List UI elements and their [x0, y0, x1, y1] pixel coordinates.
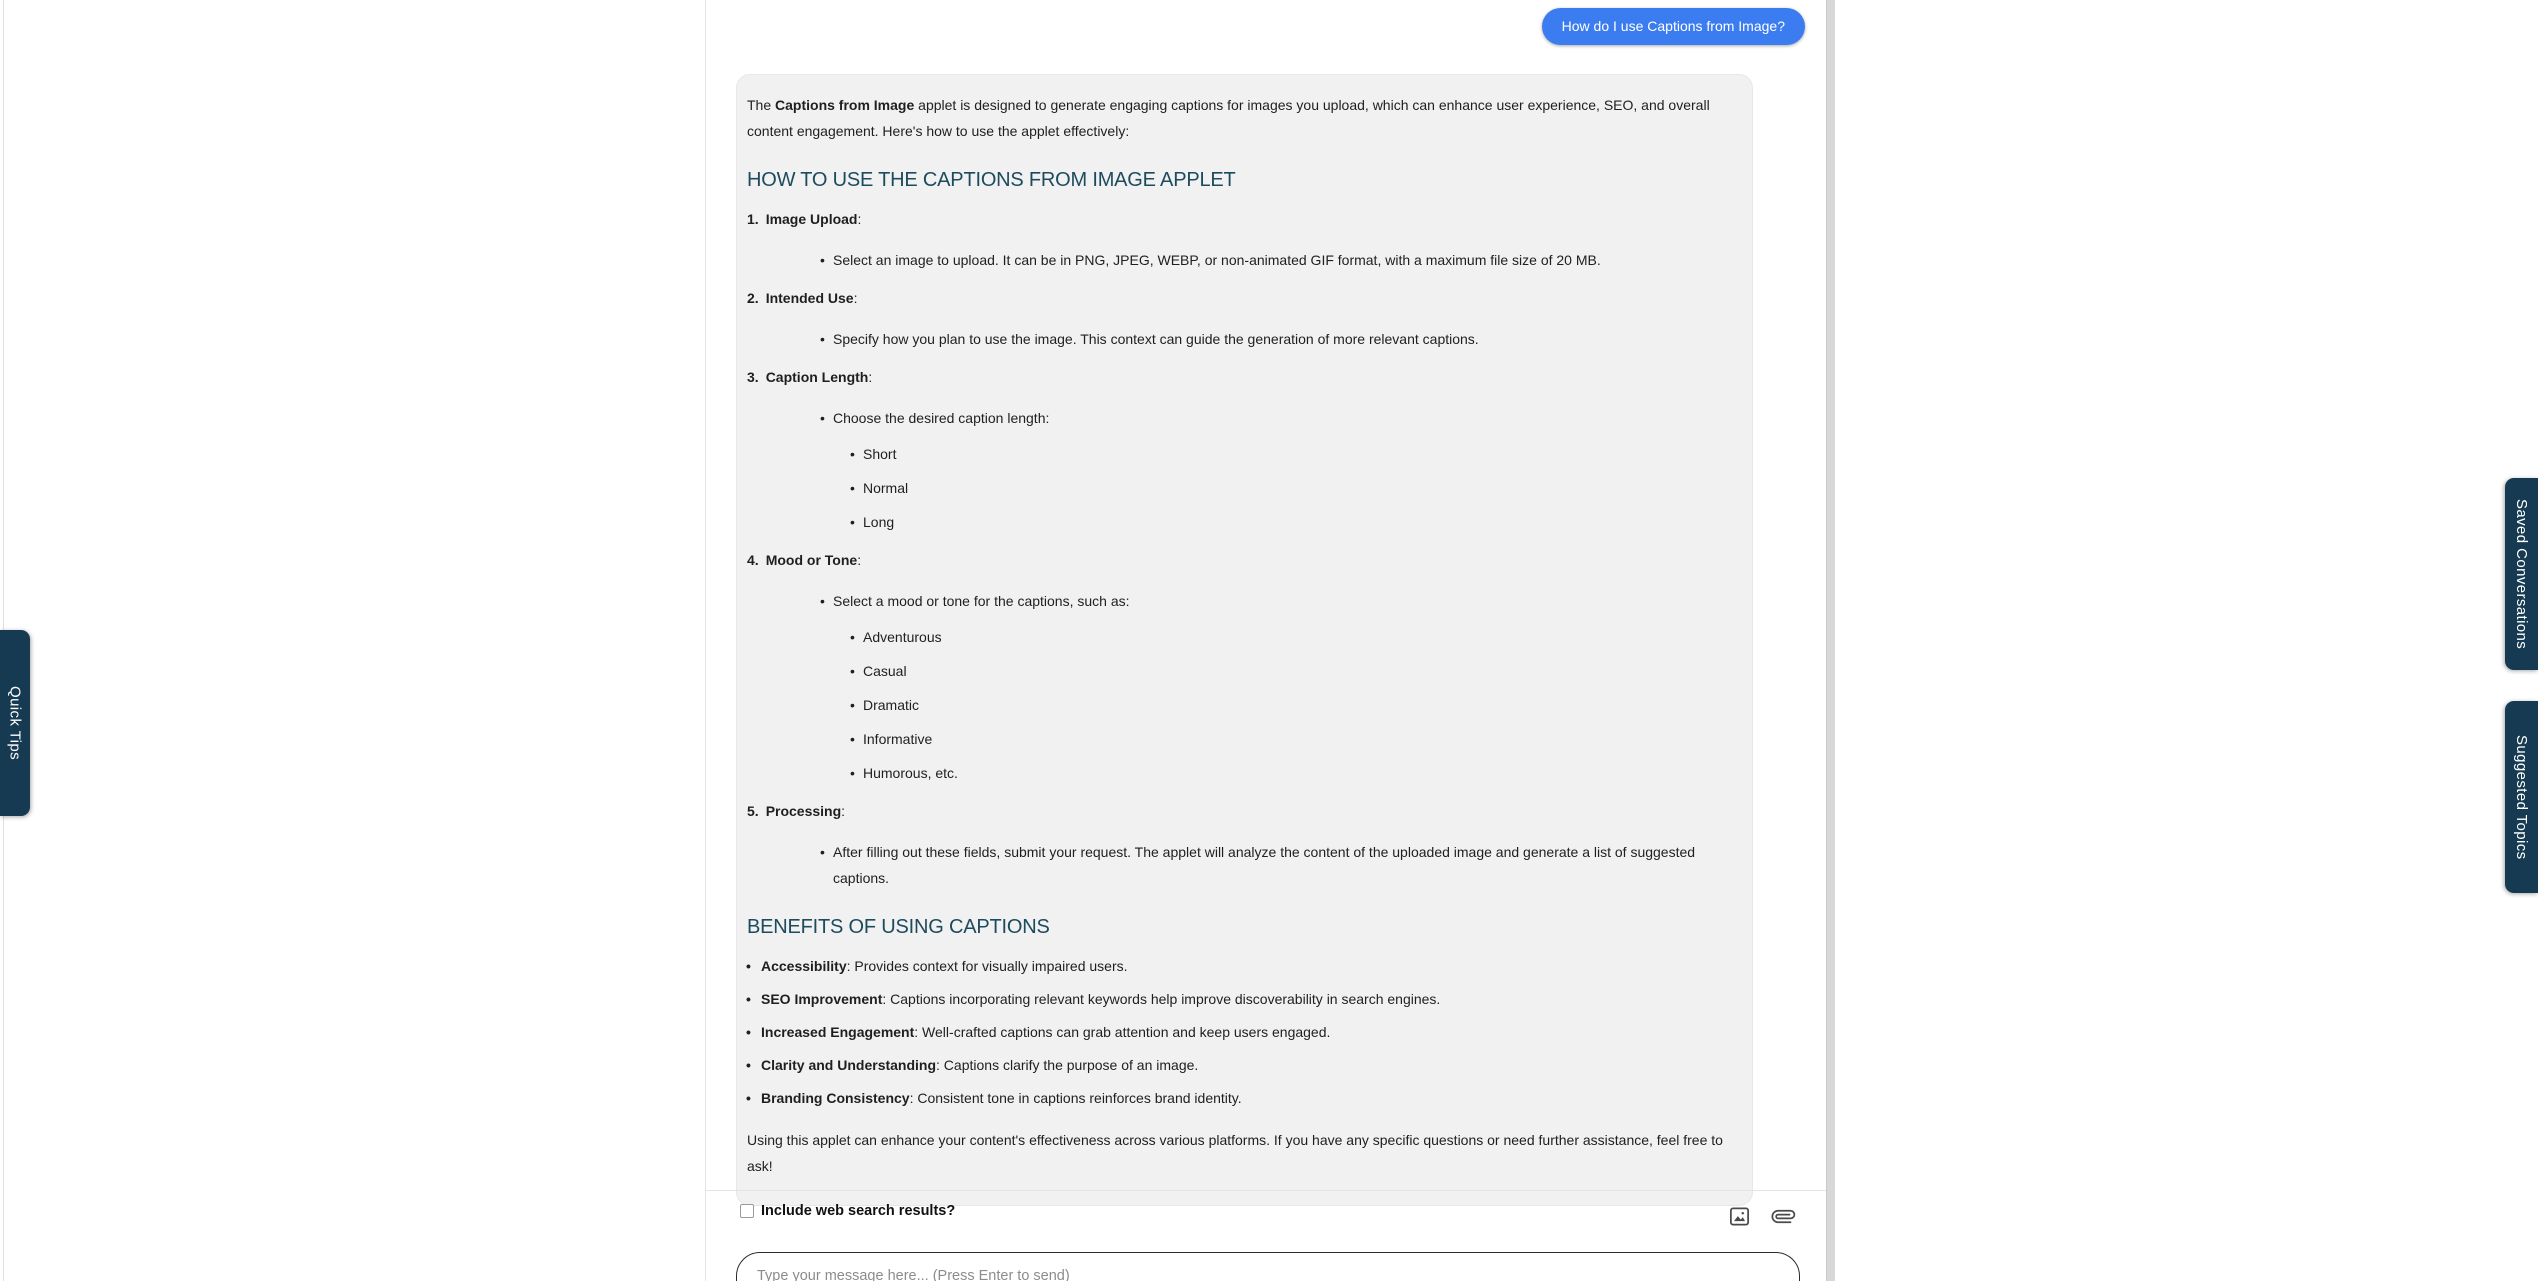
web-search-toggle-row — [740, 1203, 955, 1219]
benefit-text: : Consistent tone in captions reinforces brand identity. — [909, 1090, 1242, 1106]
web-search-label[interactable]: Include web search results? — [761, 1203, 956, 1219]
step-bullet-list — [747, 247, 1742, 273]
step-option: • Long — [863, 509, 1742, 535]
step-bullet-list — [747, 405, 1742, 535]
step-label: Processing — [765, 803, 842, 819]
benefit-text: : Captions clarify the purpose of an image. — [936, 1057, 1199, 1073]
intro-text: applet is designed to generate engaging captions for images you upload, which can enhance user experience, SEO, and overall content engagement. Here's how to use the applet effectively: — [747, 97, 1710, 139]
benefit-item — [747, 1019, 1742, 1045]
applet-name: Captions from Image — [775, 97, 915, 113]
benefit-text: : Provides context for visually impaired users. — [846, 958, 1128, 974]
closing-paragraph: Using this applet can enhance your content's effectiveness across various platforms. If you have any specific questions or need further assistance, feel free to ask! — [747, 1132, 1723, 1174]
message-input[interactable] — [736, 1252, 1800, 1281]
step-label: Mood or Tone — [765, 552, 858, 568]
step-label-line — [747, 798, 1742, 824]
user-message-bubble: How do I use Captions from Image? — [1542, 8, 1805, 45]
step-item — [747, 364, 1742, 535]
benefit-label: Clarity and Understanding — [761, 1057, 937, 1073]
step-label: Image Upload — [765, 211, 858, 227]
step-number: 3. — [747, 369, 759, 385]
benefits-heading: BENEFITS OF USING CAPTIONS — [747, 916, 1050, 938]
step-bullet: • Specify how you plan to use the image. This context can guide the generation of more relevant captions. — [833, 326, 1742, 352]
step-label-line — [747, 285, 1742, 311]
benefit-label: Accessibility — [761, 958, 847, 974]
chat-panel-left-border — [705, 0, 706, 1281]
how-to-heading: HOW TO USE THE CAPTIONS FROM IMAGE APPLET — [747, 169, 1236, 191]
step-colon: : — [868, 369, 873, 385]
step-item — [747, 547, 1742, 786]
step-number: 5. — [747, 803, 759, 819]
step-bullet: • After filling out these fields, submit your request. The applet will analyze the content of the uploaded image and generate a list of suggested captions. — [833, 839, 1742, 891]
step-colon: : — [853, 290, 858, 306]
assistant-message-card — [736, 74, 1753, 1206]
suggested-topics-tab[interactable] — [2505, 701, 2538, 893]
step-option: • Normal — [863, 475, 1742, 501]
step-item — [747, 798, 1742, 891]
step-label: Caption Length — [765, 369, 869, 385]
step-option-list — [833, 441, 1742, 535]
step-bullet: • Select a mood or tone for the captions, such as: • Adventurous • Casual • Dramatic • Informative • Humorous, etc. — [833, 588, 1742, 786]
paperclip-icon[interactable] — [1772, 1205, 1795, 1228]
step-option: • Short — [863, 441, 1742, 467]
step-item — [747, 285, 1742, 352]
step-number: 4. — [747, 552, 759, 568]
step-label-line — [747, 364, 1742, 390]
step-colon: : — [857, 211, 862, 227]
benefit-label: Increased Engagement — [761, 1024, 915, 1040]
intro-paragraph — [747, 92, 1742, 144]
suggested-topics-tab-label: Suggested Topics — [2513, 734, 2530, 860]
step-option: • Adventurous — [863, 624, 1742, 650]
step-number: 2. — [747, 290, 759, 306]
step-option: • Casual — [863, 658, 1742, 684]
step-colon: : — [857, 552, 862, 568]
step-bullet: • Select an image to upload. It can be in PNG, JPEG, WEBP, or non-animated GIF format, with a maximum file size of 20 MB. — [833, 247, 1742, 273]
step-bullet-list — [747, 326, 1742, 352]
step-bullet: • Choose the desired caption length: • Short • Normal • Long — [833, 405, 1742, 535]
benefit-text: : Captions incorporating relevant keywords help improve discoverability in search engines. — [882, 991, 1441, 1007]
benefit-item — [747, 986, 1742, 1012]
step-option: • Humorous, etc. — [863, 760, 1742, 786]
saved-conversations-tab[interactable] — [2505, 478, 2538, 670]
benefit-label: Branding Consistency — [761, 1090, 910, 1106]
benefit-item — [747, 1052, 1742, 1078]
composer-divider — [706, 1190, 1826, 1191]
step-label-line — [747, 547, 1742, 573]
step-option-list — [833, 624, 1742, 786]
chat-scrollbar[interactable] — [1826, 0, 1835, 1281]
step-bullet-list — [747, 588, 1742, 786]
step-label: Intended Use — [765, 290, 854, 306]
step-item — [747, 206, 1742, 273]
step-option: • Informative — [863, 726, 1742, 752]
composer-icon-group — [1728, 1205, 1795, 1228]
web-search-checkbox[interactable] — [740, 1204, 754, 1218]
step-label-line — [747, 206, 1742, 232]
benefit-text: : Well-crafted captions can grab attention and keep users engaged. — [914, 1024, 1331, 1040]
benefits-list — [747, 953, 1742, 1111]
image-icon[interactable] — [1728, 1205, 1751, 1228]
benefit-item — [747, 953, 1742, 979]
benefit-label: SEO Improvement — [761, 991, 883, 1007]
intro-text: The — [747, 97, 776, 113]
step-colon: : — [841, 803, 846, 819]
quick-tips-tab[interactable] — [0, 630, 30, 816]
saved-conversations-tab-label: Saved Conversations — [2513, 498, 2530, 650]
step-number: 1. — [747, 211, 759, 227]
step-option: • Dramatic — [863, 692, 1742, 718]
benefit-item — [747, 1085, 1742, 1111]
step-bullet-list — [747, 839, 1742, 891]
quick-tips-tab-label: Quick Tips — [6, 685, 24, 761]
